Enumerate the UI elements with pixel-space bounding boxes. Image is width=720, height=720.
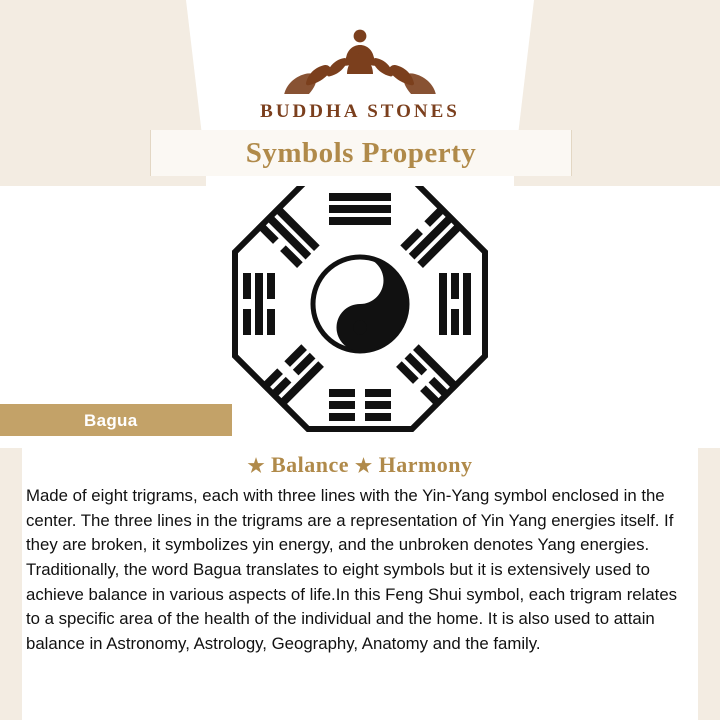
tagline-word-harmony: Harmony	[378, 452, 473, 477]
lotus-meditation-icon	[0, 20, 720, 99]
page-title-bar	[150, 130, 572, 176]
tagline	[22, 452, 698, 478]
star-icon-mid: ★	[355, 456, 373, 477]
tagline-word-balance: Balance	[270, 452, 350, 477]
description-block	[22, 452, 698, 657]
star-icon-left: ★	[247, 456, 265, 477]
brand-logo	[0, 20, 720, 123]
left-side-column-lower	[0, 436, 22, 720]
bagua-yin-yang-icon	[215, 186, 505, 451]
brand-name: BUDDHA STONES	[260, 101, 460, 122]
description-paragraph: Made of eight trigrams, each with three lines with the Yin-Yang symbol enclosed in the center. The three lines in the trigrams are a representation of Yin Yang energies itself. If they are broken, it symbolizes yin energy, and the unbroken denotes Yang energies. Traditionally, the word Bagua translates to eight symbols but it is extensively used to achieve balance in various aspects of life.In this Feng Shui symbol, each trigram relates to a specific area of the health of the individual and the home. It is also used to attain balance in Astronomy, Astrology, Geography, Anatomy and the family.	[26, 486, 678, 654]
yin-yang-icon	[313, 257, 407, 351]
figure-label-tab-notch	[210, 404, 232, 436]
figure-label: Bagua	[84, 411, 138, 430]
page-title: Symbols Property	[245, 136, 477, 169]
